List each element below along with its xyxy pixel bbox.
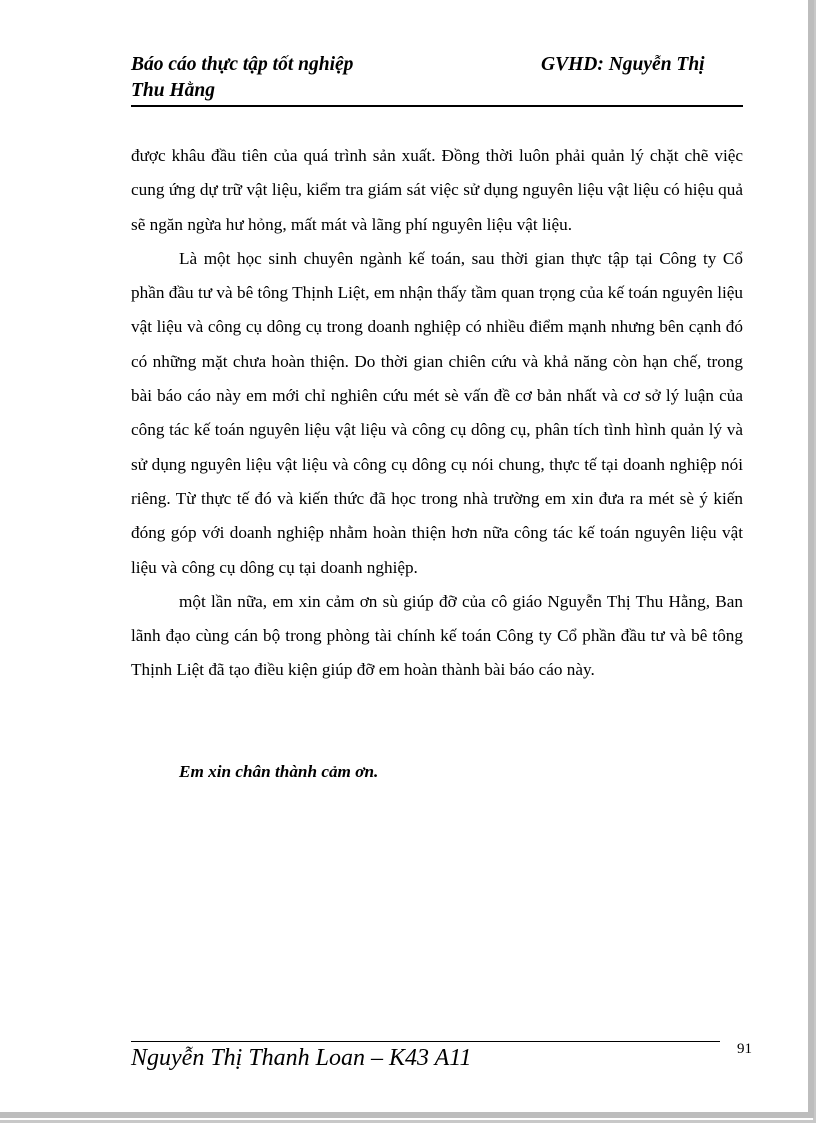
header-rule [131, 105, 743, 107]
header-row [131, 52, 743, 78]
closing-thanks: Em xin chân thành cảm ơn. [179, 762, 379, 781]
report-title: Báo cáo thực tập tốt nghiệp [131, 54, 354, 75]
page-number: 91 [737, 1041, 752, 1057]
paragraph-acknowledgement: một lần nữa, em xin cảm ơn sù giúp đỡ của cô giáo Nguyễn Thị Thu Hằng, Ban lãnh đạo cùng cán bộ trong phòng tài chính kế toán Công ty Cổ phần đầu tư và bê tông Thịnh Liệt đã tạo điều kiện giúp đỡ em hoàn thành bài báo cáo này. [131, 591, 743, 680]
supervisor-label: GVHD: Nguyễn Thị [541, 54, 705, 75]
paragraph-continuation: được khâu đầu tiên của quá trình sản xuất. Đồng thời luôn phải quản lý chặt chẽ việc cung ứng dự trữ vật liệu, kiểm tra giám sát việc sử dụng nguyên liệu vật liệu có hiệu quả sẽ ngăn ngừa hư hỏng, mất mát và lãng phí nguyên liệu vật liệu. [131, 146, 743, 234]
supervisor-name-continued: Thu Hằng [131, 80, 215, 101]
page-shadow-bottom [0, 1112, 814, 1118]
footer-author: Nguyễn Thị Thanh Loan – K43 A11 [131, 1045, 472, 1071]
page-shadow-right [808, 0, 814, 1112]
page-header [131, 52, 743, 104]
paragraph-student-statement: Là một học sinh chuyên ngành kế toán, sau thời gian thực tập tại Công ty Cổ phần đầu tư và bê tông Thịnh Liệt, em nhận thấy tầm quan trọng của kế toán nguyên liệu vật liệu và công cụ dông cụ trong doanh nghiệp có nhiều điểm mạnh nhưng bên cạnh đó có những mặt chưa hoàn thiện. Do thời gian chiên cứu và khả năng còn hạn chế, trong bài báo cáo này em mới chỉ nghiên cứu mét sè vấn đề cơ bản nhất và cơ sở lý luận của công tác kế toán nguyên liệu vật liệu và công cụ dông cụ, phân tích tình hình quản lý và sử dụng nguyên liệu vật liệu và công cụ dông cụ nói chung, thực tế tại doanh nghiệp nói riêng. Từ thực tế đó và kiến thức đã học trong nhà trường em xin đưa ra mét sè ý kiến đóng góp với doanh nghiệp nhằm hoàn thiện hơn nữa công tác kế toán nguyên liệu vật liệu và công cụ dông cụ tại doanh nghiệp. [131, 248, 743, 577]
body-text [131, 139, 743, 688]
